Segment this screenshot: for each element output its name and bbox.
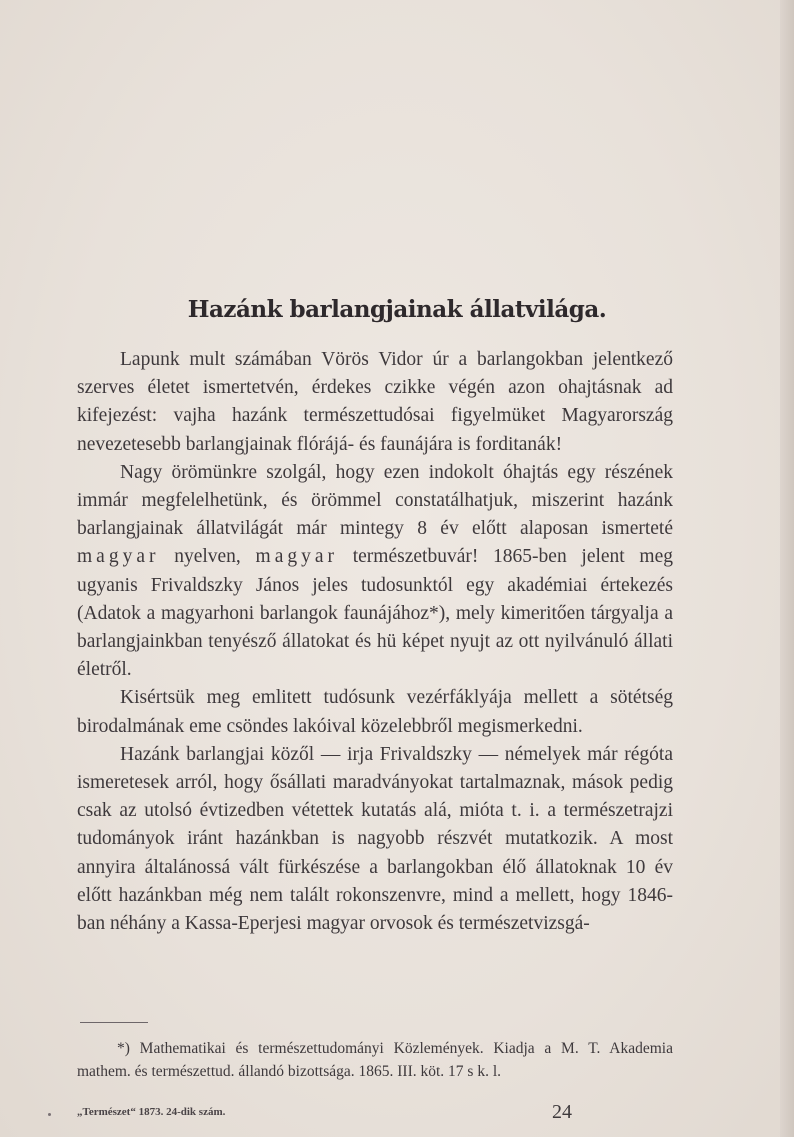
paragraph-1: Lapunk mult számában Vörös Vidor úr a barlangokban jelentkező szerves életet ismertetvén, érdekes czikke végén azon ohajtásnak ad kifejezést: vajha hazánk természettudósai figyelmüket Magyarország nevezetesebb barlangjainak flórájá- és faunájára is forditanák!: [77, 349, 673, 455]
margin-dot: [48, 1113, 51, 1116]
emphasis-magyar-1: magyar: [77, 546, 160, 568]
footnote: [77, 1038, 673, 1083]
page-number: 24: [552, 1101, 572, 1123]
printer-signature: „Természet“ 1873. 24-dik szám.: [77, 1106, 226, 1118]
paragraph-2: [77, 459, 673, 685]
footnote-divider: [80, 1022, 148, 1023]
page-edge-shadow: [780, 0, 794, 1137]
paragraph-2-part-3: természetbuvár! 1865-ben jelent meg ugyanis Frivaldszky János jeles tudosunktól egy akadémiai értekezés (Adatok a magyarhoni barlangok faunájához*), mely kimeritően tárgyalja a barlangjainkban tenyésző állatokat és hü képet nyujt az ott nyilvánuló állati életről.: [77, 546, 674, 681]
article-title: Hazánk barlangjainak állatvilága.: [187, 296, 607, 323]
paragraph-2-part-1: Nagy örömünkre szolgál, hogy ezen indokolt óhajtás egy részének immár megfelelhetünk, és örömmel constatálhatjuk, miszerint hazánk barlangjainak állatvilágát már mintegy 8 év előtt alaposan ismerteté: [77, 461, 673, 540]
paragraph-2-part-2: nyelven,: [174, 546, 241, 568]
paragraph-3: Kisértsük meg emlitett tudósunk vezérfáklyája mellett a sötétség birodalmának eme csöndes lakóival közelebbről megismerkedni.: [77, 687, 673, 737]
article-body: [77, 346, 673, 938]
paragraph-4: Hazánk barlangjai közől — irja Frivaldszky — némelyek már régóta ismeretesek arról, hogy ősállati maradványokat tartalmaznak, mások pedig csak az utolsó évtizedben vétettek kutatás alá, mióta t. i. a természetrajzi tudományok iránt hazánkban is nagyobb részvét mutatkozik. A most annyira általánossá vált fürkészése a barlangokban élő állatoknak 10 év előtt hazánkban még nem talált rokonszenvre, mind a mellett, hogy 1846-ban néhány a Kassa-Eperjesi magyar orvosok és természetvizsgá-: [77, 743, 673, 935]
footnote-text: *) Mathematikai és természettudományi Közlemények. Kiadja a M. T. Akademia mathem. és természettud. állandó bizottsága. 1865. III. köt. 17 s k. l.: [77, 1040, 673, 1080]
emphasis-magyar-2: magyar: [255, 546, 339, 568]
